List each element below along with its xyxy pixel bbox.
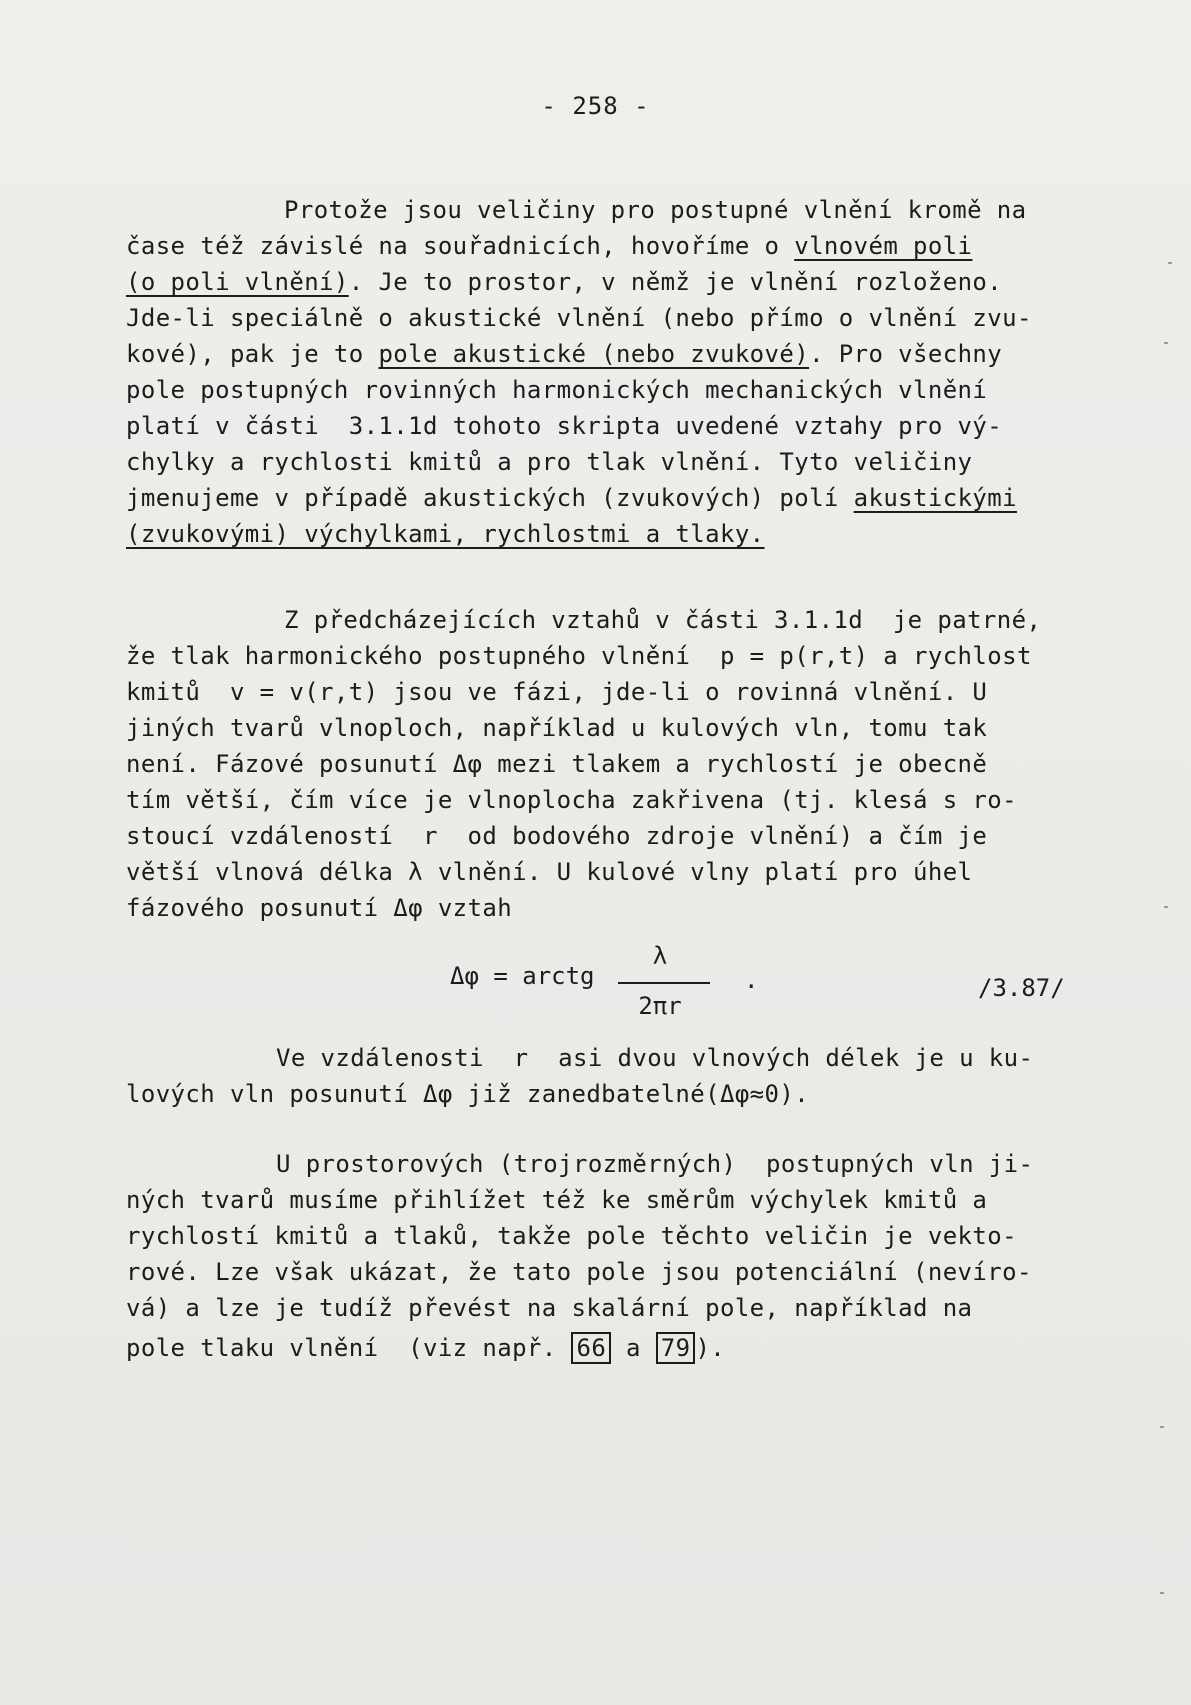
text-line: že tlak harmonického postupného vlnění p = p(r,t) a rychlost <box>126 642 1032 670</box>
scan-mark <box>1160 1592 1164 1594</box>
text-line: lových vln posunutí Δφ již zanedbatelné(Δφ≈0). <box>126 1080 810 1108</box>
text-line: pole tlaku vlnění (viz např. 66 a 79 ). <box>126 1334 726 1362</box>
equation-denominator: 2πr <box>638 992 682 1020</box>
term-pole-akusticke: pole akustické (nebo zvukové) <box>378 340 810 368</box>
equation-lhs: Δφ = arctg <box>450 962 595 990</box>
text-line: Jde-li speciálně o akustické vlnění (nebo přímo o vlnění zvu- <box>126 304 1032 332</box>
text-line: chylky a rychlosti kmitů a pro tlak vlnění. Tyto veličiny <box>126 448 973 476</box>
text-line: jiných tvarů vlnoploch, například u kulových vln, tomu tak <box>126 714 988 742</box>
text-line: Z předcházejících vztahů v části 3.1.1d je patrné, <box>284 606 1042 634</box>
text-line: tím větší, čím více je vlnoplocha zakřivena (tj. klesá s ro- <box>126 786 1017 814</box>
text-line: U prostorových (trojrozměrných) postupných vln ji- <box>276 1150 1034 1178</box>
text-line: kmitů v = v(r,t) jsou ve fázi, jde-li o rovinná vlnění. U <box>126 678 988 706</box>
scan-mark <box>1164 906 1168 908</box>
page-number: - 258 - <box>541 92 650 120</box>
fraction-bar <box>618 982 710 984</box>
citation-ref-66: 66 <box>571 1332 611 1364</box>
text-line: (o poli vlnění). Je to prostor, v němž je vlnění rozloženo. <box>126 268 1003 296</box>
text-line: kové), pak je to pole akustické (nebo zvukové). Pro všechny <box>126 340 1003 368</box>
text-line: rychlostí kmitů a tlaků, takže pole těchto veličin je vekto- <box>126 1222 1017 1250</box>
text-line: jmenujeme v případě akustických (zvukových) polí akustickými <box>126 484 1017 512</box>
text-line: pole postupných rovinných harmonických mechanických vlnění <box>126 376 988 404</box>
equation-numerator: λ <box>652 942 668 970</box>
text-line: (zvukovými) výchylkami, rychlostmi a tlaky. <box>126 520 765 548</box>
scan-mark <box>1168 262 1172 264</box>
text-line: platí v části 3.1.1d tohoto skripta uvedené vztahy pro vý- <box>126 412 1003 440</box>
text-line: ných tvarů musíme přihlížet též ke směrům výchylek kmitů a <box>126 1186 988 1214</box>
text-line: Ve vzdálenosti r asi dvou vlnových délek je u ku- <box>276 1044 1034 1072</box>
text-line: Protože jsou veličiny pro postupné vlnění kromě na <box>284 196 1027 224</box>
scan-mark <box>1160 1426 1164 1428</box>
text-line: čase též závislé na souřadnicích, hovoříme o vlnovém poli <box>126 232 973 260</box>
citation-ref-79: 79 <box>656 1332 696 1364</box>
text-line: stoucí vzdáleností r od bodového zdroje vlnění) a čím je <box>126 822 988 850</box>
text-line: vá) a lze je tudíž převést na skalární pole, například na <box>126 1294 973 1322</box>
equation-number: /3.87/ <box>978 974 1065 1002</box>
text-line: rové. Lze však ukázat, že tato pole jsou potenciální (nevíro- <box>126 1258 1032 1286</box>
text-line: větší vlnová délka λ vlnění. U kulové vlny platí pro úhel <box>126 858 973 886</box>
text-line: není. Fázové posunutí Δφ mezi tlakem a rychlostí je obecně <box>126 750 988 778</box>
scan-mark <box>1164 342 1168 344</box>
equation-period: . <box>744 966 759 994</box>
term-pole-vlneni: (o poli vlnění) <box>126 268 349 296</box>
term-akusticke-vychylky: akustickými <box>853 484 1017 512</box>
term-vlnove-pole: vlnovém poli <box>794 232 973 260</box>
text-line: fázového posunutí Δφ vztah <box>126 894 513 922</box>
